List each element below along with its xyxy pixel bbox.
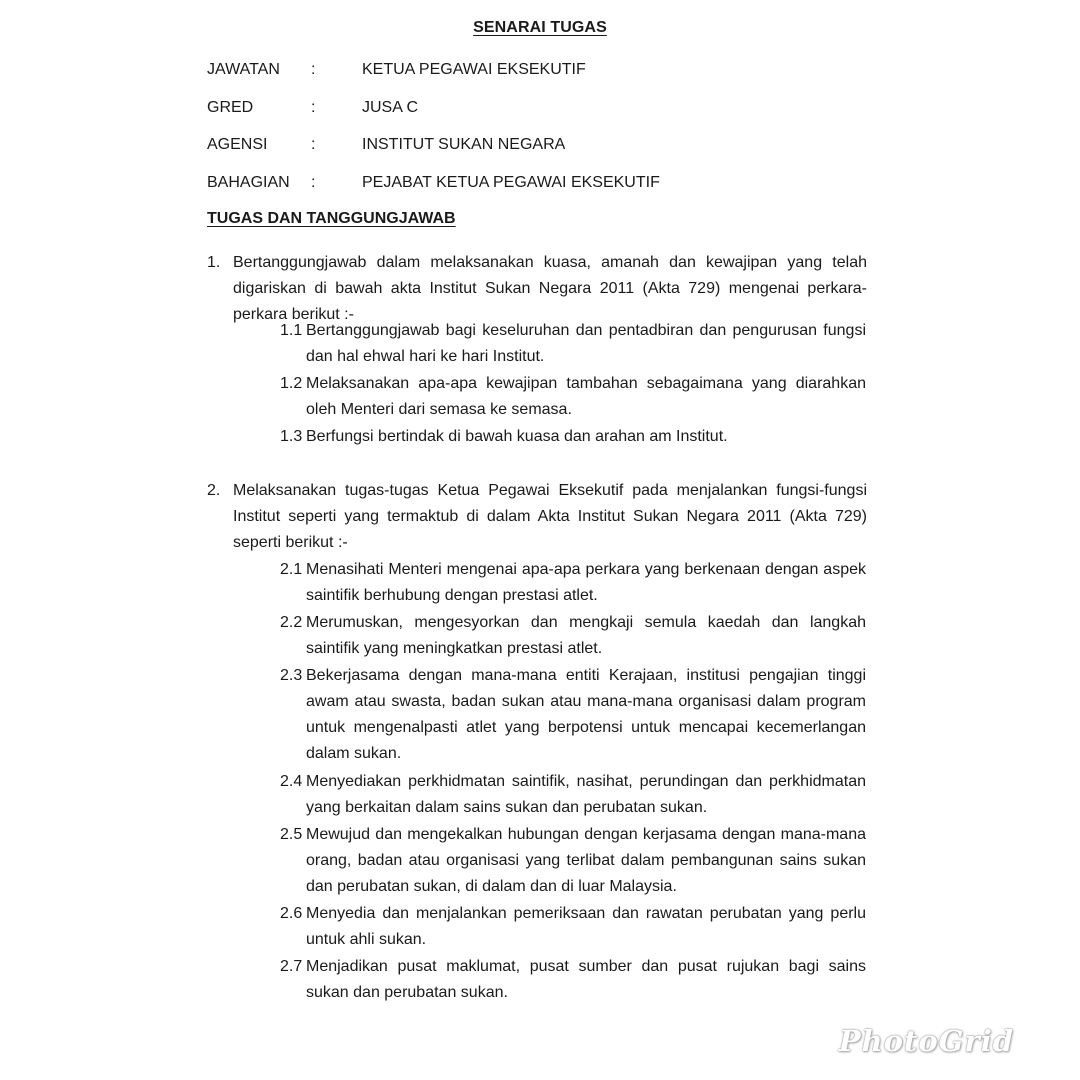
sub-item-2-5: [280, 822, 866, 900]
sub-item-number: 1.2: [280, 375, 303, 392]
item-number: 1.: [207, 254, 221, 271]
sub-item-text: Mewujud dan mengekalkan hubungan dengan kerjasama dengan mana-mana orang, badan atau organisasi yang terlibat dalam pembangunan sains sukan dan perubatan sukan, di dalam dan di luar Malaysia.: [306, 826, 866, 895]
sub-item-number: 2.3: [280, 667, 303, 684]
sub-item-number: 2.2: [280, 614, 303, 631]
sub-item-number: 1.3: [280, 428, 303, 445]
meta-value: JUSA C: [362, 99, 419, 116]
sub-item-1-2: [280, 371, 866, 423]
sub-item-text: Bertanggungjawab bagi keseluruhan dan pentadbiran dan pengurusan fungsi dan hal ehwal hari ke hari Institut.: [306, 322, 866, 365]
sub-item-2-3: [280, 663, 866, 767]
meta-value: PEJABAT KETUA PEGAWAI EKSEKUTIF: [362, 174, 660, 191]
meta-row-agensi: [207, 136, 867, 158]
meta-label: AGENSI: [207, 136, 268, 153]
meta-colon: :: [311, 136, 316, 153]
sub-item-text: Merumuskan, mengesyorkan dan mengkaji semula kaedah dan langkah saintifik yang meningkatkan prestasi atlet.: [306, 614, 866, 657]
sub-item-number: 2.6: [280, 905, 303, 922]
meta-label: JAWATAN: [207, 61, 280, 78]
item-text: Bertanggungjawab dalam melaksanakan kuasa, amanah dan kewajipan yang telah digariskan di bawah akta Institut Sukan Negara 2011 (Akta 729) mengenai perkara-perkara berikut :-: [233, 254, 867, 323]
sub-item-2-7: [280, 954, 866, 1006]
photogrid-watermark: PhotoGrid: [838, 1024, 1014, 1058]
duty-item-1: [207, 250, 867, 328]
sub-item-text: Bekerjasama dengan mana-mana entiti Kerajaan, institusi pengajian tinggi awam atau swasta, badan sukan atau mana-mana organisasi dalam program untuk mengenalpasti atlet yang berpotensi untuk mencapai kecemerlangan dalam sukan.: [306, 667, 866, 762]
sub-item-2-4: [280, 769, 866, 821]
meta-colon: :: [311, 174, 316, 191]
meta-value: KETUA PEGAWAI EKSEKUTIF: [362, 61, 586, 78]
sub-item-1-1: [280, 318, 866, 370]
meta-row-gred: [207, 99, 867, 121]
sub-item-number: 2.4: [280, 773, 303, 790]
sub-item-text: Melaksanakan apa-apa kewajipan tambahan sebagaimana yang diarahkan oleh Menteri dari semasa ke semasa.: [306, 375, 866, 418]
document-title: SENARAI TUGAS: [473, 19, 607, 36]
sub-item-number: 1.1: [280, 322, 303, 339]
sub-item-number: 2.1: [280, 561, 303, 578]
sub-item-number: 2.5: [280, 826, 303, 843]
sub-item-2-2: [280, 610, 866, 662]
item-number: 2.: [207, 482, 221, 499]
meta-label: GRED: [207, 99, 254, 116]
sub-item-1-3: [280, 424, 866, 450]
sub-item-number: 2.7: [280, 958, 303, 975]
meta-label: BAHAGIAN: [207, 174, 290, 191]
section-heading: TUGAS DAN TANGGUNGJAWAB: [207, 210, 456, 227]
meta-row-bahagian: [207, 174, 867, 196]
sub-item-text: Menjadikan pusat maklumat, pusat sumber dan pusat rujukan bagi sains sukan dan perubatan sukan.: [306, 958, 866, 1001]
sub-item-text: Berfungsi bertindak di bawah kuasa dan arahan am Institut.: [306, 428, 728, 445]
item-text: Melaksanakan tugas-tugas Ketua Pegawai Eksekutif pada menjalankan fungsi-fungsi Institut seperti yang termaktub di dalam Akta Institut Sukan Negara 2011 (Akta 729) seperti berikut :-: [233, 482, 867, 551]
duty-item-2: [207, 478, 867, 556]
sub-item-text: Menasihati Menteri mengenai apa-apa perkara yang berkenaan dengan aspek saintifik berhubung dengan prestasi atlet.: [306, 561, 866, 604]
meta-colon: :: [311, 61, 316, 78]
meta-value: INSTITUT SUKAN NEGARA: [362, 136, 566, 153]
sub-item-text: Menyedia dan menjalankan pemeriksaan dan rawatan perubatan yang perlu untuk ahli sukan.: [306, 905, 866, 948]
meta-colon: :: [311, 99, 316, 116]
sub-item-2-1: [280, 557, 866, 609]
sub-item-text: Menyediakan perkhidmatan saintifik, nasihat, perundingan dan perkhidmatan yang berkaitan dalam sains sukan dan perubatan sukan.: [306, 773, 866, 816]
sub-item-2-6: [280, 901, 866, 953]
meta-row-jawatan: [207, 61, 867, 83]
